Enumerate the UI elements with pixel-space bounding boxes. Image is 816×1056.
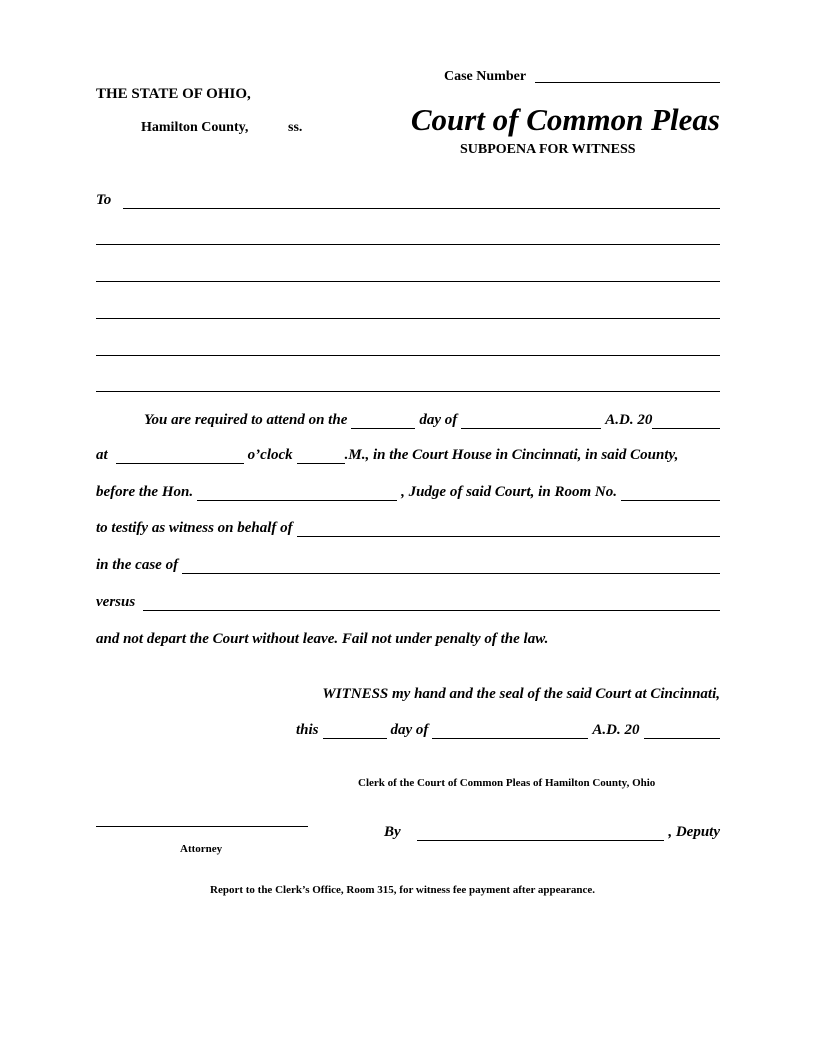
versus-text: versus xyxy=(96,594,136,610)
witness-day-field[interactable] xyxy=(323,723,387,739)
deputy-row xyxy=(384,824,720,841)
court-title: Court of Common Pleas xyxy=(410,102,720,137)
attend-day-field[interactable] xyxy=(351,413,415,429)
to-label: To xyxy=(96,192,112,208)
behalf-text: to testify as witness on behalf of xyxy=(96,520,293,536)
county-label: Hamilton County, xyxy=(141,120,249,135)
address-line-2[interactable] xyxy=(96,281,720,282)
address-line-4[interactable] xyxy=(96,355,720,356)
judge-room-text: , Judge of said Court, in Room No. xyxy=(401,484,617,500)
judge-row xyxy=(96,484,720,501)
oclock-text: o’clock xyxy=(247,447,293,463)
at-text: at xyxy=(96,447,108,463)
address-line-5[interactable] xyxy=(96,391,720,392)
day-of-text: day of xyxy=(419,412,458,428)
judge-field[interactable] xyxy=(197,485,397,501)
state-heading: THE STATE OF OHIO, xyxy=(96,86,251,102)
witness-ad-text: A.D. 20 xyxy=(592,722,640,738)
address-line-1[interactable] xyxy=(96,244,720,245)
witness-day-of-text: day of xyxy=(390,722,429,738)
behalf-field[interactable] xyxy=(297,521,720,537)
case-number-label: Case Number xyxy=(444,69,527,84)
attorney-signature-line[interactable] xyxy=(96,826,308,827)
attend-text: You are required to attend on the xyxy=(144,412,348,428)
versus-field[interactable] xyxy=(143,595,720,611)
witness-date-row xyxy=(296,722,720,739)
attend-month-field[interactable] xyxy=(461,413,601,429)
witness-month-field[interactable] xyxy=(432,723,588,739)
attend-row xyxy=(96,412,720,429)
to-row xyxy=(96,192,720,209)
case-number-field[interactable] xyxy=(535,68,720,83)
to-field[interactable] xyxy=(123,193,720,209)
time-field[interactable] xyxy=(116,448,244,464)
case-of-text: in the case of xyxy=(96,557,179,573)
room-field[interactable] xyxy=(621,485,720,501)
before-hon-text: before the Hon. xyxy=(96,484,194,500)
this-text: this xyxy=(296,722,319,738)
ss-label: ss. xyxy=(288,120,303,135)
penalty-text: and not depart the Court without leave. Fail not under penalty of the law. xyxy=(96,631,549,647)
witness-year-field[interactable] xyxy=(644,723,720,739)
case-field[interactable] xyxy=(182,558,720,574)
attorney-label: Attorney xyxy=(180,843,223,855)
time-row xyxy=(96,447,720,464)
clerk-title: Clerk of the Court of Common Pleas of Hamilton County, Ohio xyxy=(358,777,656,789)
versus-row xyxy=(96,594,720,611)
witness-text: WITNESS my hand and the seal of the said Court at Cincinnati, xyxy=(322,686,720,702)
behalf-row xyxy=(96,520,720,537)
ad-text: A.D. 20 xyxy=(605,412,653,428)
by-text: By xyxy=(384,824,401,840)
am-pm-field[interactable] xyxy=(297,448,345,464)
deputy-signature-field[interactable] xyxy=(417,825,665,841)
footer-note: Report to the Clerk’s Office, Room 315, for witness fee payment after appearance. xyxy=(210,884,596,896)
address-line-3[interactable] xyxy=(96,318,720,319)
form-title: SUBPOENA FOR WITNESS xyxy=(460,142,636,157)
deputy-label: , Deputy xyxy=(668,824,720,840)
case-row xyxy=(96,557,720,574)
attend-year-field[interactable] xyxy=(652,413,720,429)
courthouse-text: .M., in the Court House in Cincinnati, in said County, xyxy=(344,447,679,463)
